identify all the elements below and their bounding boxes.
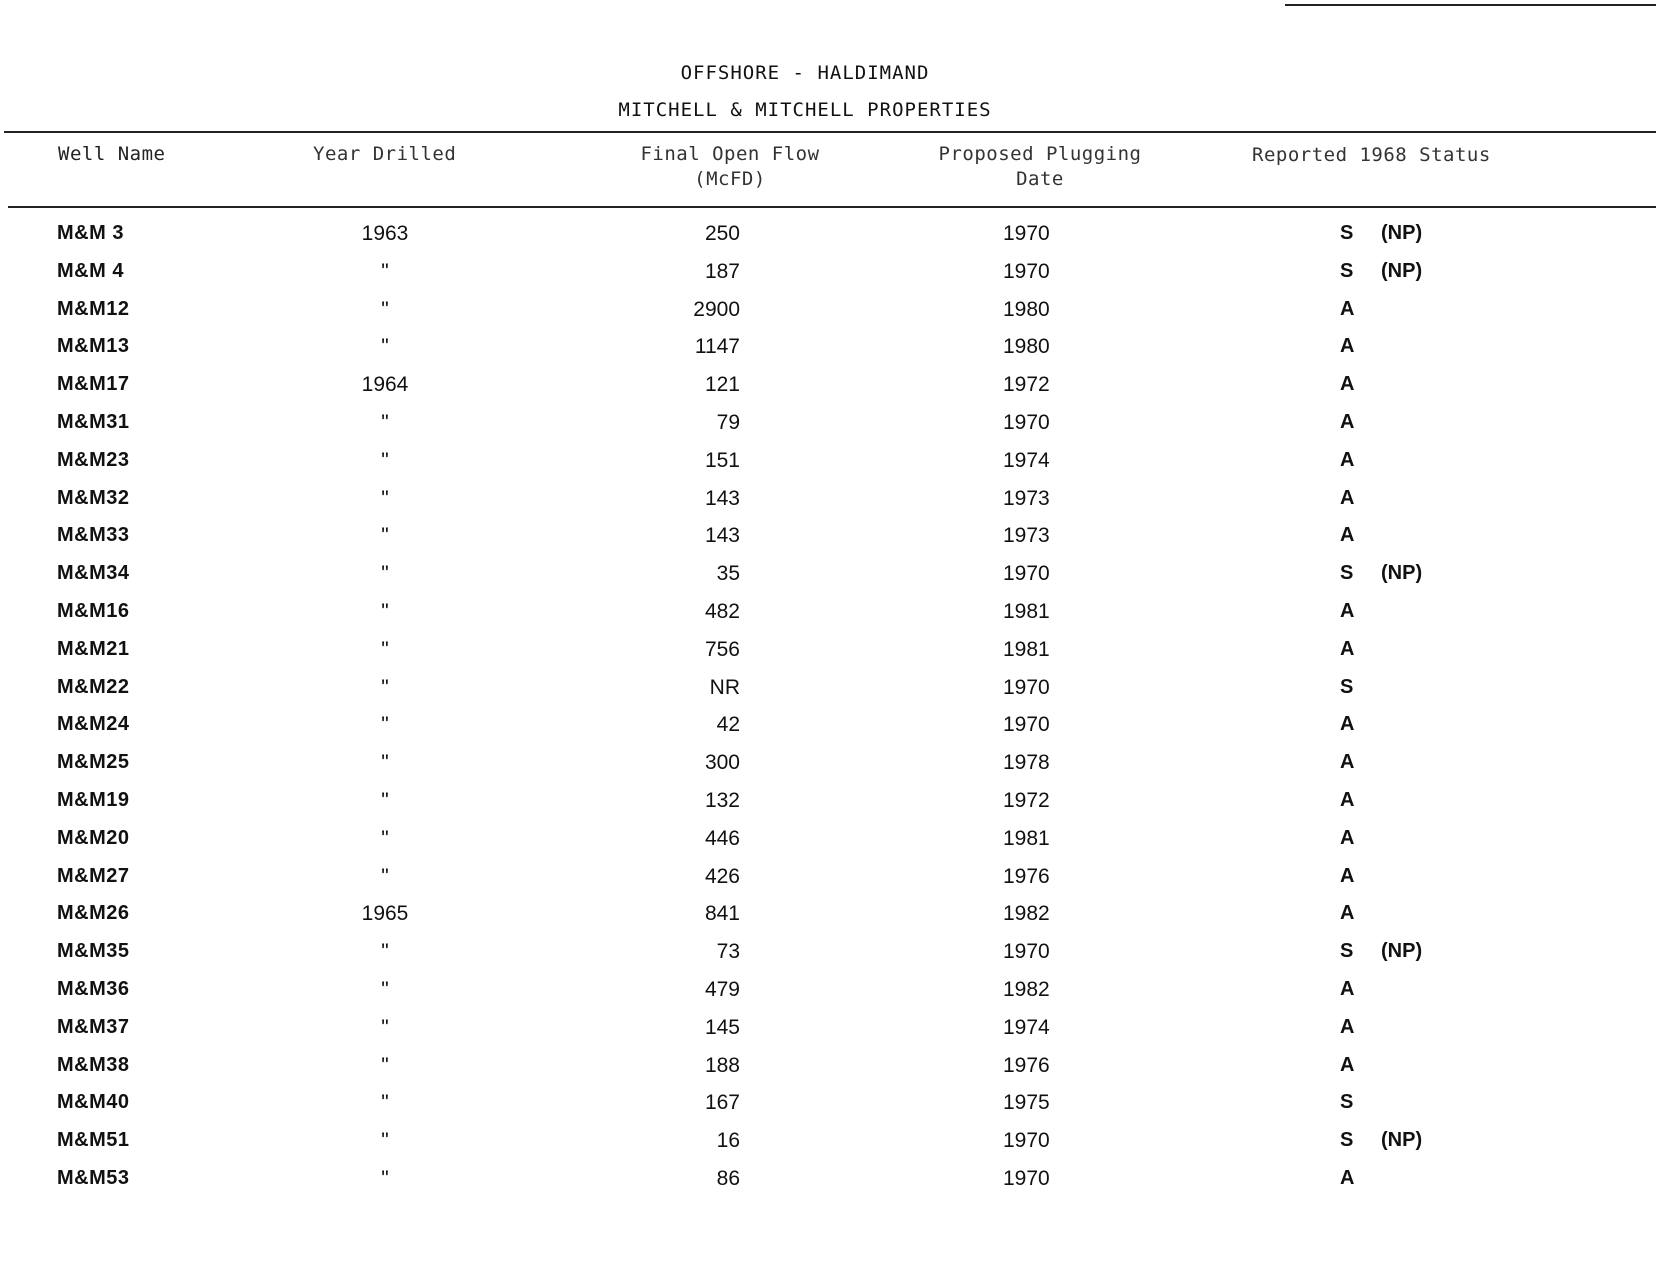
year-drilled-cell: " (381, 864, 389, 888)
final-open-flow-cell: 35 (716, 562, 740, 586)
table-row (0, 331, 1656, 369)
year-drilled-cell: " (381, 562, 389, 586)
plugging-date-cell: 1976 (1003, 1053, 1050, 1077)
table-row (0, 218, 1656, 256)
final-open-flow-cell: 121 (704, 373, 740, 397)
year-drilled-cell: " (381, 940, 389, 964)
year-drilled-cell: 1964 (361, 373, 409, 397)
year-drilled-cell: " (381, 637, 389, 661)
plugging-date-cell: 1981 (1003, 826, 1050, 850)
status-cell: A (1340, 599, 1355, 622)
final-open-flow-cell: 446 (704, 826, 740, 850)
plugging-date-cell: 1982 (1003, 902, 1050, 926)
well-name-cell: M&M20 (57, 826, 130, 849)
status-note-cell: (NP) (1381, 940, 1423, 963)
well-name-cell: M&M22 (57, 675, 130, 698)
document-subtitle: MITCHELL & MITCHELL PROPERTIES (618, 99, 992, 121)
year-drilled-cell: 1963 (361, 222, 409, 245)
well-name-cell: M&M17 (57, 373, 130, 396)
status-note-cell: (NP) (1381, 222, 1423, 244)
column-header-plugging-date-line1: Proposed Plugging (938, 143, 1142, 165)
status-note-cell: (NP) (1381, 1129, 1423, 1152)
table-row (0, 445, 1656, 483)
final-open-flow-cell: 167 (704, 1091, 740, 1115)
status-cell: S (1340, 940, 1354, 963)
year-drilled-cell: " (381, 751, 389, 775)
year-drilled-cell: " (381, 599, 389, 623)
plugging-date-cell: 1974 (1003, 448, 1050, 472)
plugging-date-cell: 1970 (1003, 259, 1050, 283)
year-drilled-cell: " (381, 788, 389, 812)
plugging-date-cell: 1980 (1003, 297, 1050, 321)
column-header-status (1252, 143, 1491, 168)
well-name-cell: M&M16 (57, 599, 130, 622)
status-cell: A (1340, 524, 1355, 547)
status-note-cell: (NP) (1381, 562, 1423, 585)
table-row (0, 785, 1656, 823)
plugging-date-cell: 1973 (1003, 524, 1050, 548)
well-name-cell: M&M 4 (57, 259, 124, 282)
plugging-date-cell: 1975 (1003, 1091, 1050, 1115)
final-open-flow-cell: 132 (704, 788, 740, 812)
status-cell: A (1340, 864, 1355, 887)
table-row (0, 1012, 1656, 1050)
column-header-year-drilled (313, 142, 456, 167)
table-row (0, 483, 1656, 521)
final-open-flow-cell: 143 (704, 486, 740, 510)
column-header-well-name-label: Well Name (58, 143, 166, 165)
plugging-date-cell: 1972 (1003, 788, 1050, 812)
table-row (0, 520, 1656, 558)
document-title: OFFSHORE - HALDIMAND (680, 62, 930, 84)
well-name-cell: M&M51 (57, 1129, 130, 1152)
status-cell: A (1340, 788, 1355, 811)
year-drilled-cell: " (381, 410, 389, 434)
plugging-date-cell: 1970 (1003, 410, 1050, 434)
status-cell: A (1340, 373, 1355, 396)
well-name-cell: M&M34 (57, 562, 130, 585)
year-drilled-cell: " (381, 1053, 389, 1077)
column-header-final-open-flow (630, 142, 830, 192)
plugging-date-cell: 1970 (1003, 713, 1050, 737)
plugging-date-cell: 1982 (1003, 977, 1050, 1001)
plugging-date-cell: 1981 (1003, 637, 1050, 661)
final-open-flow-cell: 841 (704, 902, 740, 926)
year-drilled-cell: 1965 (361, 902, 409, 926)
plugging-date-cell: 1981 (1003, 599, 1050, 623)
final-open-flow-cell: 16 (716, 1129, 740, 1153)
well-name-cell: M&M53 (57, 1166, 130, 1189)
well-name-cell: M&M27 (57, 864, 130, 887)
status-cell: A (1340, 637, 1355, 660)
table-row (0, 1050, 1656, 1088)
year-drilled-cell: " (381, 486, 389, 510)
plugging-date-cell: 1970 (1003, 1166, 1050, 1190)
status-cell: A (1340, 1015, 1355, 1038)
table-row (0, 672, 1656, 710)
year-drilled-cell: " (381, 1091, 389, 1115)
status-cell: A (1340, 410, 1355, 433)
plugging-date-cell: 1980 (1003, 335, 1050, 359)
table-row (0, 407, 1656, 445)
year-drilled-cell: " (381, 675, 389, 699)
status-cell: A (1340, 297, 1355, 320)
table-row (0, 1087, 1656, 1125)
final-open-flow-cell: 42 (716, 713, 740, 737)
well-name-cell: M&M23 (57, 448, 130, 471)
plugging-date-cell: 1970 (1003, 1129, 1050, 1153)
status-note-cell: (NP) (1381, 259, 1423, 282)
well-name-cell: M&M35 (57, 940, 130, 963)
header-bottom-rule (8, 206, 1656, 208)
year-drilled-cell: " (381, 259, 389, 283)
table-row (0, 974, 1656, 1012)
status-cell: S (1340, 562, 1354, 585)
status-cell: S (1340, 259, 1354, 282)
year-drilled-cell: " (381, 1015, 389, 1039)
status-cell: A (1340, 448, 1355, 471)
table-row (0, 256, 1656, 294)
final-open-flow-cell: 1147 (694, 335, 740, 359)
column-header-final-open-flow-line2: (McFD) (694, 168, 766, 190)
status-cell: S (1340, 1129, 1354, 1152)
table-row (0, 294, 1656, 332)
final-open-flow-cell: 145 (704, 1015, 740, 1039)
final-open-flow-cell: 479 (704, 977, 740, 1001)
status-cell: S (1340, 222, 1354, 244)
table-row (0, 596, 1656, 634)
well-name-cell: M&M13 (57, 335, 130, 358)
well-name-cell: M&M19 (57, 788, 130, 811)
status-cell: A (1340, 751, 1355, 774)
status-cell: A (1340, 977, 1355, 1000)
well-name-cell: M&M32 (57, 486, 130, 509)
well-name-cell: M&M38 (57, 1053, 130, 1076)
table-row (0, 634, 1656, 672)
final-open-flow-cell: 426 (704, 864, 740, 888)
table-row (0, 369, 1656, 407)
status-cell: A (1340, 713, 1355, 736)
column-header-well-name (58, 142, 165, 167)
status-cell: S (1340, 675, 1354, 698)
column-header-plugging-date-line2: Date (1016, 168, 1064, 190)
status-cell: S (1340, 1091, 1354, 1114)
table-row (0, 1163, 1656, 1201)
well-name-cell: M&M37 (57, 1015, 130, 1038)
column-header-final-open-flow-line1: Final Open Flow (640, 143, 820, 165)
well-name-cell: M&M12 (57, 297, 130, 320)
status-cell: A (1340, 1166, 1355, 1189)
status-cell: A (1340, 335, 1355, 358)
well-name-cell: M&M40 (57, 1091, 130, 1114)
well-name-cell: M&M24 (57, 713, 130, 736)
year-drilled-cell: " (381, 335, 389, 359)
year-drilled-cell: " (381, 1166, 389, 1190)
final-open-flow-cell: 86 (716, 1166, 740, 1190)
final-open-flow-cell: 79 (716, 410, 740, 434)
year-drilled-cell: " (381, 1129, 389, 1153)
final-open-flow-cell: 756 (704, 637, 740, 661)
table-row (0, 936, 1656, 974)
final-open-flow-cell: 73 (716, 940, 740, 964)
plugging-date-cell: 1978 (1003, 751, 1050, 775)
plugging-date-cell: 1970 (1003, 675, 1050, 699)
final-open-flow-cell: 2900 (693, 297, 740, 321)
status-cell: A (1340, 486, 1355, 509)
table-row (0, 1125, 1656, 1163)
year-drilled-cell: " (381, 524, 389, 548)
table-row (0, 747, 1656, 785)
table-row (0, 709, 1656, 747)
plugging-date-cell: 1976 (1003, 864, 1050, 888)
final-open-flow-cell: 300 (704, 751, 740, 775)
column-header-year-drilled-label: Year Drilled (313, 143, 457, 165)
plugging-date-cell: 1970 (1003, 940, 1050, 964)
plugging-date-cell: 1970 (1003, 562, 1050, 586)
well-name-cell: M&M 3 (57, 222, 124, 244)
well-name-cell: M&M26 (57, 902, 130, 925)
final-open-flow-cell: 250 (704, 222, 740, 245)
status-cell: A (1340, 826, 1355, 849)
column-header-plugging-date (930, 142, 1150, 192)
well-name-cell: M&M25 (57, 751, 130, 774)
year-drilled-cell: " (381, 977, 389, 1001)
status-cell: A (1340, 1053, 1355, 1076)
well-name-cell: M&M31 (57, 410, 130, 433)
table-row (0, 861, 1656, 899)
plugging-date-cell: 1974 (1003, 1015, 1050, 1039)
top-edge-rule (1285, 4, 1656, 6)
status-cell: A (1340, 902, 1355, 925)
column-header-status-label: Reported 1968 Status (1252, 144, 1491, 166)
final-open-flow-cell: 188 (704, 1053, 740, 1077)
well-table-body (0, 218, 1656, 1201)
well-name-cell: M&M21 (57, 637, 130, 660)
header-top-rule (4, 131, 1656, 133)
table-row (0, 898, 1656, 936)
table-row (0, 823, 1656, 861)
final-open-flow-cell: 187 (704, 259, 740, 283)
table-row (0, 558, 1656, 596)
well-name-cell: M&M36 (57, 977, 130, 1000)
plugging-date-cell: 1973 (1003, 486, 1050, 510)
year-drilled-cell: " (381, 826, 389, 850)
year-drilled-cell: " (381, 448, 389, 472)
year-drilled-cell: " (381, 297, 389, 321)
plugging-date-cell: 1972 (1003, 373, 1050, 397)
final-open-flow-cell: 151 (704, 448, 740, 472)
final-open-flow-cell: 482 (704, 599, 740, 623)
plugging-date-cell: 1970 (1003, 222, 1050, 245)
year-drilled-cell: " (381, 713, 389, 737)
final-open-flow-cell: NR (709, 675, 740, 699)
final-open-flow-cell: 143 (704, 524, 740, 548)
well-name-cell: M&M33 (57, 524, 130, 547)
